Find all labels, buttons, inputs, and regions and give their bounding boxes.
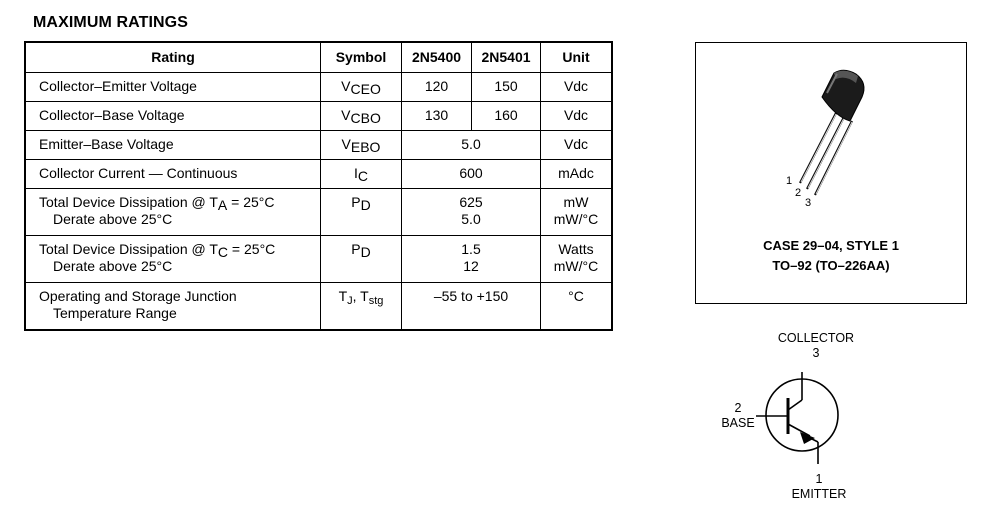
table-row [25,283,612,330]
unit-cell: °C [541,283,613,330]
rating-cell: Emitter–Base Voltage [25,131,321,160]
symbol-cell: $P_D$ [321,236,402,283]
pin3-label: 3 [805,197,812,209]
case-line2: TO–92 (TO–226AA) [772,258,890,273]
table-row [25,73,612,102]
unit-cell: mW mW/°C [541,189,613,236]
unit-cell: Vdc [541,131,613,160]
header-2n5401: 2N5401 [472,42,541,73]
value-2n5401: 150 [472,73,541,102]
value-both: 625 5.0 [402,189,541,236]
rating-cell: Collector Current — Continuous [25,160,321,189]
symbol-cell: $P_D$ [321,189,402,236]
value-both: 600 [402,160,541,189]
emitter-label: 1 EMITTER [791,472,847,501]
symbol-cell: $I_C$ [321,160,402,189]
symbol-cell: $V_{CEO}$ [321,73,402,102]
value-both: 5.0 [402,131,541,160]
rating-cell: Total Device Dissipation @ $T_A = 25^\circ C$ Derate above 25°C [25,189,321,236]
case-line1: CASE 29–04, STYLE 1 [763,238,899,253]
package-body [822,70,864,121]
section-title: MAXIMUM RATINGS [33,14,188,31]
collector-line [788,400,802,410]
package-leads [800,113,852,195]
value-2n5400: 120 [402,73,472,102]
symbol-cell: $T_J$, $T_{stg}$ [321,283,402,330]
value-2n5400: 130 [402,102,472,131]
unit-cell: Vdc [541,102,613,131]
emitter-line [788,424,810,436]
value-2n5401: 160 [472,102,541,131]
rating-cell: Collector–Emitter Voltage [25,73,321,102]
table-row [25,160,612,189]
symbol-cell: $V_{EBO}$ [321,131,402,160]
value-both: 1.5 12 [402,236,541,283]
pin1-label: 1 [786,175,793,187]
rating-cell: Operating and Storage Junction Temperature Range [25,283,321,330]
max-ratings-table [24,41,613,331]
table-header-row [25,42,612,73]
base-label: 2 BASE [721,401,755,430]
header-2n5400: 2N5400 [402,42,472,73]
rating-cell: Collector–Base Voltage [25,102,321,131]
collector-label: COLLECTOR 3 [777,331,855,360]
header-rating: Rating [25,42,321,73]
rating-cell: Total Device Dissipation @ $T_C = 25^\circ C$ Derate above 25°C [25,236,321,283]
unit-cell: mAdc [541,160,613,189]
symbol-cell: $V_{CBO}$ [321,102,402,131]
package-box [695,42,967,304]
table-row [25,189,612,236]
header-unit: Unit [541,42,613,73]
table-row [25,131,612,160]
pin2-label: 2 [795,187,802,199]
unit-cell: Vdc [541,73,613,102]
table-row [25,236,612,283]
table-row [25,102,612,131]
unit-cell: Watts mW/°C [541,236,613,283]
case-description [696,236,966,276]
value-both: –55 to +150 [402,283,541,330]
header-symbol: Symbol [321,42,402,73]
